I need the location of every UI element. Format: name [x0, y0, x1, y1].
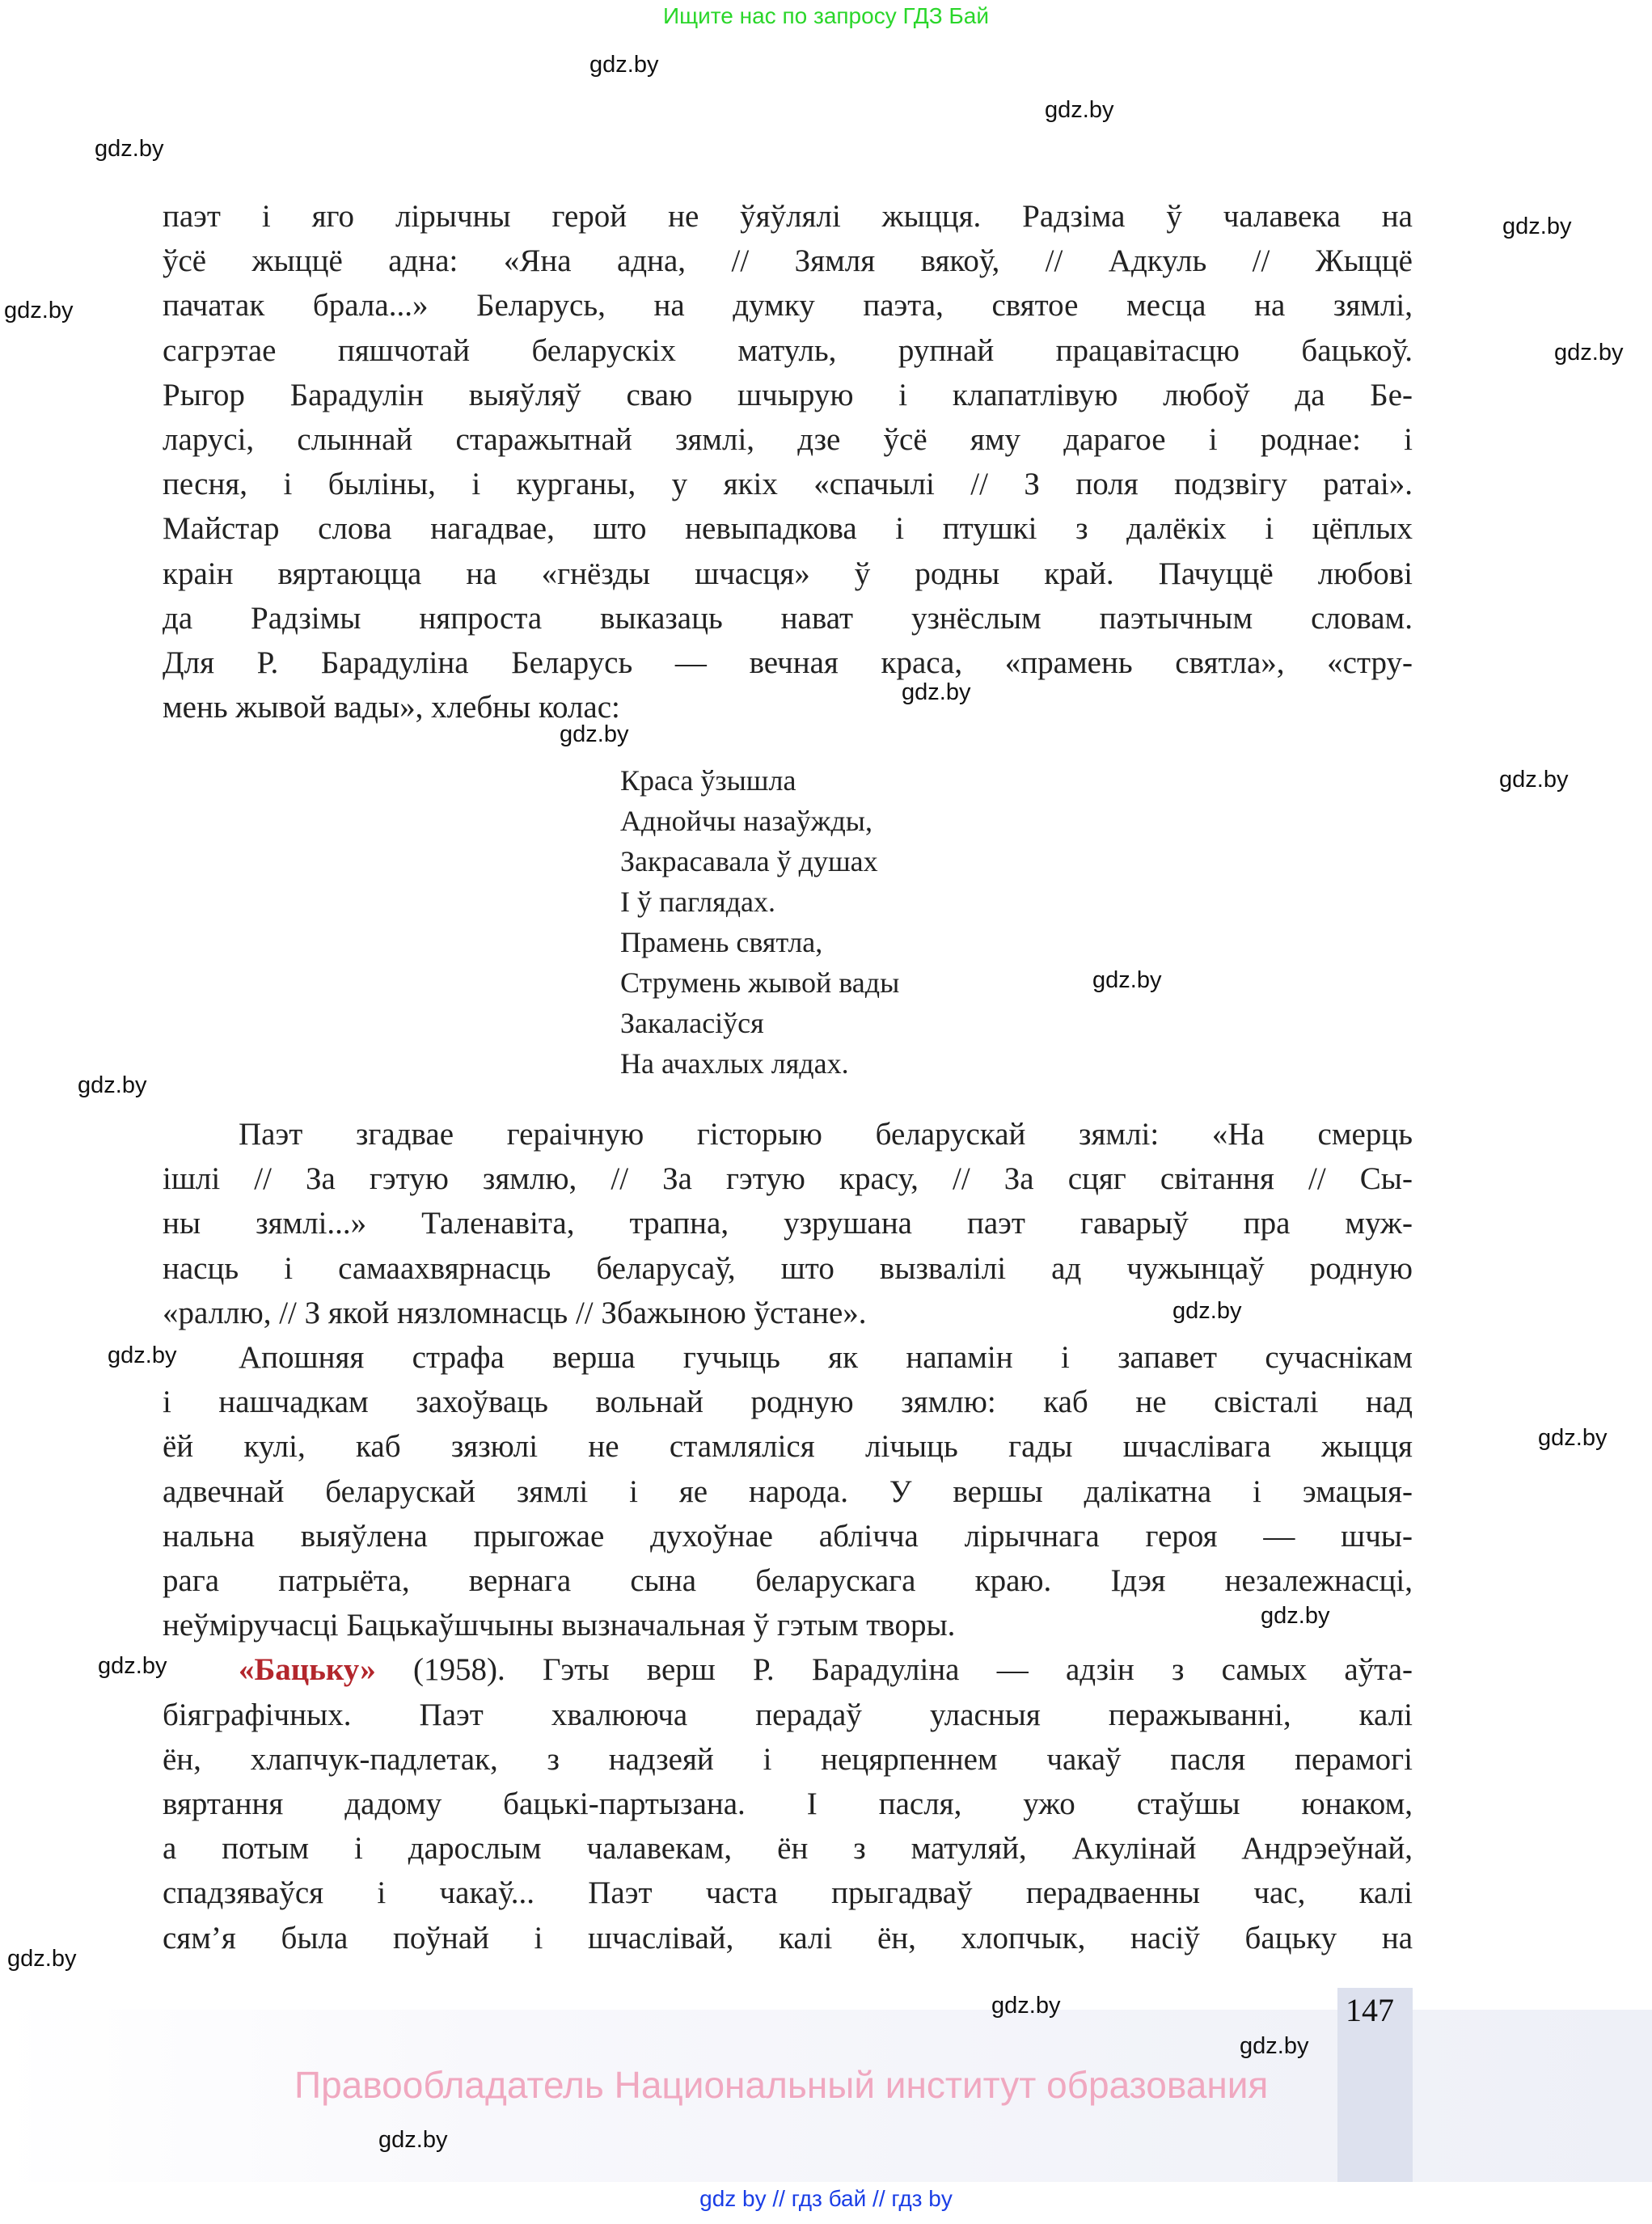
text-line: ларусі, слыннай старажытнай зямлі, дзе ўсё яму дарагое і роднае: і — [163, 422, 1413, 457]
watermark: gdz.by — [1538, 1425, 1608, 1451]
text-line: Паэт згадвае гераічную гісторыю беларускай зямлі: «На смерць — [239, 1117, 1413, 1152]
text-line: песня, і быліны, і курганы, у якіх «спачылі // З поля подзвігу ратаі». — [163, 467, 1413, 502]
text-line: «раллю, // З якой нязломнасць // Збажыною ўстане». — [163, 1295, 867, 1330]
poem-title: «Бацьку» — [239, 1652, 376, 1688]
poem-line: Краса ўзышла — [620, 764, 796, 797]
text-line: спадзяваўся і чакаў... Паэт часта прыгадваў перадваенны час, калі — [163, 1875, 1413, 1911]
text-line: сям’я была поўнай і шчаслівай, калі ён, хлопчык, насіў бацьку на — [163, 1920, 1413, 1956]
text-line: і нашчадкам захоўваць вольнай родную зямлю: каб не свісталі над — [163, 1385, 1413, 1420]
text-line: Для Р. Барадуліна Беларусь — вечная краса, «прамень святла», «стру- — [163, 645, 1413, 680]
watermark: gdz.by — [1172, 1298, 1242, 1324]
text-line: пачатак брала...» Беларусь, на думку паэта, святое месца на зямлі, — [163, 288, 1413, 323]
watermark: gdz.by — [902, 679, 971, 705]
text-line: Рыгор Барадулін выяўляў сваю шчырую і клапатлівую любоў да Бе- — [163, 377, 1413, 412]
text-line: а потым і дарослым чалавекам, ён з матуляй, Акулінай Андрэеўнай, — [163, 1831, 1413, 1867]
text-line: вяртання дадому бацькі-партызана. І пасля, ужо стаўшы юнаком, — [163, 1786, 1413, 1821]
text-line: рага патрыёта, вернага сына беларускага краю. Ідэя незалежнасці, — [163, 1563, 1413, 1598]
text-line: біяграфічных. Паэт хвалююча перадаў уласныя перажыванні, калі — [163, 1697, 1413, 1732]
watermark: gdz.by — [108, 1342, 177, 1368]
bottom-links[interactable]: gdz by // гдз бай // гдз by — [699, 2186, 953, 2211]
text-line: Майстар слова нагадвае, што невыпадкова і птушкі з далёкіх і цёплых — [163, 511, 1413, 547]
watermark: gdz.by — [378, 2127, 448, 2153]
text-line: да Радзімы няпроста выказаць нават узнёслым паэтычным словам. — [163, 600, 1413, 636]
poem-line: Струмень жывой вады — [620, 966, 900, 999]
text-line: насць і самаахвярнасць беларусаў, што вызвалілі ад чужынцаў родную — [163, 1250, 1413, 1286]
poem-line: На ачахлых лядах. — [620, 1047, 849, 1080]
page-number: 147 — [1346, 1992, 1394, 2028]
watermark: gdz.by — [1554, 340, 1624, 366]
top-banner-link[interactable]: Ищите нас по запросу ГДЗ Бай — [662, 3, 990, 28]
text-line: ён, хлапчук-падлетак, з надзеяй і нецярпеннем чакаў пасля перамогі — [163, 1741, 1413, 1777]
text-line: нальна выяўлена прыгожае духоўнае аблічча лірычнага героя — шчы- — [163, 1518, 1413, 1554]
watermark: gdz.by — [1092, 967, 1162, 993]
watermark: gdz.by — [1499, 767, 1569, 793]
watermark: gdz.by — [7, 1946, 77, 1972]
text-segment: (1958). Гэты верш Р. Барадуліна — адзін з самых аўта- — [375, 1652, 1413, 1688]
text-line: ёй кулі, каб зязюлі не стамляліся лічыць гады шчаслівага жыцця — [163, 1429, 1413, 1465]
rights-holder-notice: Правообладатель Национальный институт образования — [294, 2064, 1269, 2106]
watermark: gdz.by — [78, 1072, 147, 1098]
watermark: gdz.by — [1261, 1603, 1330, 1629]
text-line: мень жывой вады», хлебны колас: — [163, 690, 620, 725]
watermark: gdz.by — [1502, 214, 1572, 239]
poem-line: І ў паглядах. — [620, 886, 775, 918]
text-line: сагрэтае пяшчотай беларускіх матуль, рупнай працавітасцю бацькоў. — [163, 332, 1413, 368]
poem-line: Аднойчы назаўжды, — [620, 805, 872, 837]
text-line: краін вяртаюцца на «гнёзды шчасця» ў родны край. Пачуццё любові — [163, 556, 1413, 591]
watermark: gdz.by — [1240, 2033, 1309, 2059]
text-line — [163, 1647, 1413, 1692]
text-line: ны зямлі...» Таленавіта, трапна, узрушана паэт гаварыў пра муж- — [163, 1206, 1413, 1241]
watermark: gdz.by — [1045, 97, 1114, 123]
text-line: ішлі // За гэтую зямлю, // За гэтую красу, // За сцяг світання // Сы- — [163, 1161, 1413, 1197]
text-line: неўміручасці Бацькаўшчыны вызначальная ў гэтым творы. — [163, 1608, 956, 1643]
watermark: gdz.by — [560, 721, 629, 747]
watermark: gdz.by — [4, 298, 74, 323]
text-line: паэт і яго лірычны герой не ўяўлялі жыцця. Радзіма ў чалавека на — [163, 199, 1413, 234]
watermark: gdz.by — [98, 1653, 167, 1679]
text-line: ўсё жыццё адна: «Яна адна, // Зямля вякоў, // Адкуль // Жыццё — [163, 243, 1413, 279]
poem-line: Прамень святла, — [620, 926, 823, 958]
text-line: адвечнай беларускай зямлі і яе народа. У вершы далікатна і эмацыя- — [163, 1474, 1413, 1509]
poem-line: Закаласіўся — [620, 1007, 764, 1039]
poem-line: Закрасавала ў душах — [620, 845, 878, 877]
text-line: Апошняя страфа верша гучыць як напамін і запавет сучаснікам — [239, 1340, 1413, 1375]
watermark: gdz.by — [95, 136, 164, 162]
watermark: gdz.by — [991, 1993, 1061, 2019]
watermark: gdz.by — [589, 52, 659, 78]
